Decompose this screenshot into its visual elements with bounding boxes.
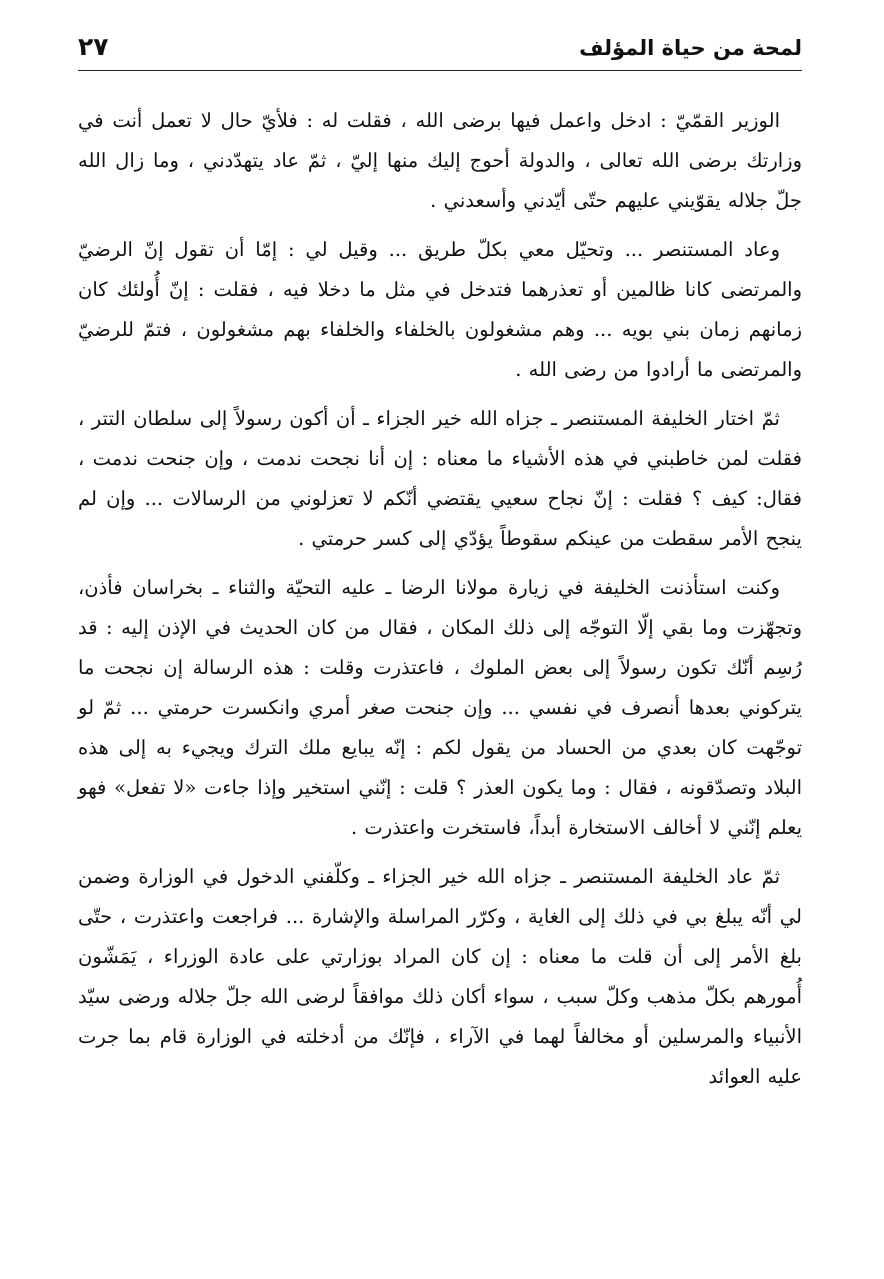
paragraph: الوزير القمّيّ : ادخل واعمل فيها برضى الله ، فقلت له : فلأيّ حال لا تعمل أنت في وزارتك برضى الله تعالى ، والدولة أحوج إليك منها إليّ ، ثمّ عاد يتهدّدني ، وما زال الله جلّ جلاله يقوّيني عليهم حتّى أيّدني وأسعدني .	[78, 109, 802, 212]
paragraph: ثمّ اختار الخليفة المستنصر ـ جزاه الله خير الجزاء ـ أن أكون رسولاً إلى سلطان التتر ، فقلت لمن خاطبني في هذه الأشياء ما معناه : إن أنا نجحت ندمت ، وإن جنحت ندمت ، فقال: كيف ؟ فقلت : إنّ نجاح سعيي يقتضي أنّكم لا تعزلوني من الرسالات ... وإن لم ينجح الأمر سقطت من عينكم سقوطاً يؤدّي إلى كسر حرمتي .	[78, 407, 802, 550]
paragraph: وعاد المستنصر ... وتحيّل معي بكلّ طريق ... وقيل لي : إمّا أن تقول إنّ الرضيّ والمرتضى كانا ظالمين أو تعذرهما فتدخل في مثل ما دخلا فيه ، فقلت : إنّ أُولئك كان زمانهم زمان بني بويه ... وهم مشغولون بالخلفاء والخلفاء بهم مشغولون ، فتمّ للرضيّ والمرتضى ما أرادوا من رضى الله .	[78, 238, 802, 381]
book-page	[78, 30, 802, 1260]
page-number: ٢٧	[78, 32, 109, 61]
paragraph: وكنت استأذنت الخليفة في زيارة مولانا الرضا ـ عليه التحيّة والثناء ـ بخراسان فأذن، وتجهّزت وما بقي إلّا التوجّه إلى ذلك المكان ، فقال من كان الحديث في الإذن إليه : قد رُسِم أنّك تكون رسولاً إلى بعض الملوك ، فاعتذرت وقلت : هذه الرسالة إن نجحت ما يتركوني بعدها أنصرف في نفسي ... وإن جنحت صغر أمري وانكسرت حرمتي ... ثمّ لو توجّهت كان بعدي من الحساد من يقول لكم : إنّه يبايع ملك الترك ويجيء به إلى هذه البلاد وتصدّقونه ، فقال : وما يكون العذر ؟ قلت : إنّني استخير وإذا جاءت «لا تفعل» فهو يعلم إنّني لا أخالف الاستخارة أبداً، فاستخرت واعتذرت .	[78, 576, 802, 839]
running-title: لمحة من حياة المؤلف	[579, 36, 802, 60]
page-header	[78, 30, 802, 71]
paragraph: ثمّ عاد الخليفة المستنصر ـ جزاه الله خير الجزاء ـ وكلّفني الدخول في الوزارة وضمن لي أنّه يبلغ بي في ذلك إلى الغاية ، وكرّر المراسلة والإشارة ... فراجعت واعتذرت ، حتّى بلغ الأمر إلى أن قلت ما معناه : إن كان المراد بوزارتي على عادة الوزراء ، يَمَشّون أُمورهم بكلّ مذهب وكلّ سبب ، سواء أكان ذلك موافقاً لرضى الله جلّ جلاله ورضى سيّد الأنبياء والمرسلين أو مخالفاً لهما في الآراء ، فإنّك من أدخلته في الوزارة قام بما جرت عليه العوائد	[78, 865, 802, 1088]
body-text	[78, 101, 802, 1097]
